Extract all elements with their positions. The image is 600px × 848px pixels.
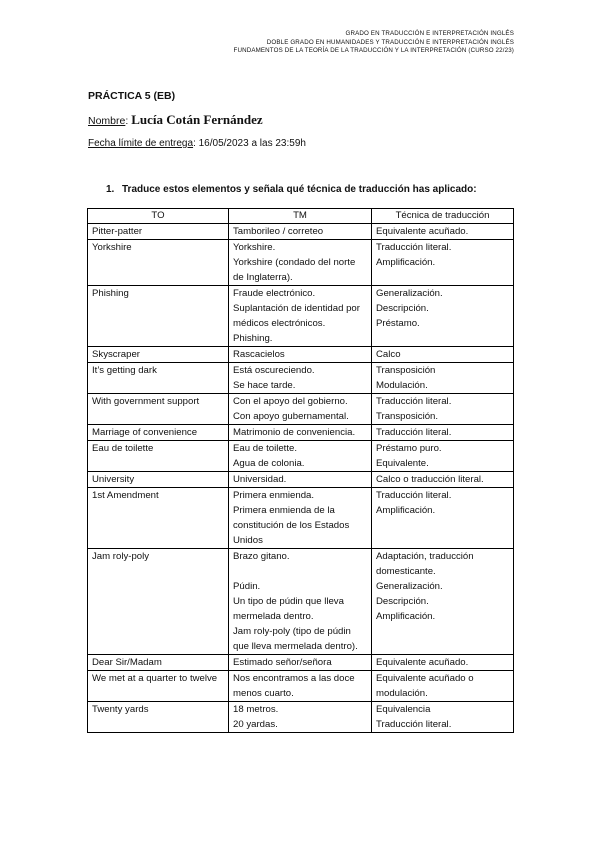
- deadline-label: Fecha límite de entrega: [88, 138, 194, 149]
- target-translation-cell: Rascacielos: [229, 347, 372, 363]
- source-term-cell: We met at a quarter to twelve: [88, 671, 229, 702]
- source-term-cell: Yorkshire: [88, 240, 229, 286]
- technique-cell: Traducción literal. Transposición.: [372, 394, 514, 425]
- target-translation-cell: Brazo gitano. Púdin. Un tipo de púdin que lleva mermelada dentro. Jam roly-poly (tipo de púdin que lleva mermelada dentro).: [229, 549, 372, 655]
- target-translation-cell: Universidad.: [229, 472, 372, 488]
- header-line-course: FUNDAMENTOS DE LA TEORÍA DE LA TRADUCCIÓN Y LA INTERPRETACIÓN (CURSO 22/23): [233, 47, 514, 55]
- table-row: [88, 394, 514, 425]
- technique-cell: Traducción literal. Amplificación.: [372, 488, 514, 549]
- document-header: [234, 30, 514, 56]
- target-translation-cell: Tamborileo / correteo: [229, 224, 372, 240]
- source-term-cell: With government support: [88, 394, 229, 425]
- deadline-value: 16/05/2023 a las 23:59h: [198, 138, 306, 149]
- target-translation-cell: Nos encontramos a las doce menos cuarto.: [229, 671, 372, 702]
- target-translation-cell: 18 metros. 20 yardas.: [229, 702, 372, 733]
- source-term-cell: Phishing: [88, 286, 229, 347]
- source-term-cell: Jam roly-poly: [88, 549, 229, 655]
- technique-cell: Equivalente acuñado.: [372, 224, 514, 240]
- source-term-cell: University: [88, 472, 229, 488]
- technique-cell: Traducción literal. Amplificación.: [372, 240, 514, 286]
- source-term-cell: Twenty yards: [88, 702, 229, 733]
- source-term-cell: Dear Sir/Madam: [88, 655, 229, 671]
- deadline-separator: :: [193, 138, 199, 149]
- table-row: [88, 240, 514, 286]
- technique-cell: Equivalente acuñado o modulación.: [372, 671, 514, 702]
- technique-cell: Generalización. Descripción. Préstamo.: [372, 286, 514, 347]
- target-translation-cell: Yorkshire. Yorkshire (condado del norte de Inglaterra).: [229, 240, 372, 286]
- source-term-cell: Marriage of convenience: [88, 425, 229, 441]
- technique-cell: Calco o traducción literal.: [372, 472, 514, 488]
- source-term-cell: Eau de toilette: [88, 441, 229, 472]
- table-row: [88, 425, 514, 441]
- table-row: [88, 347, 514, 363]
- header-tm: TM: [229, 209, 372, 224]
- table-row: [88, 671, 514, 702]
- table-row: [88, 702, 514, 733]
- deadline-row: [88, 138, 306, 149]
- header-line-double-degree: DOBLE GRADO EN HUMANIDADES Y TRADUCCIÓN E INTERPRETACIÓN INGLÉS: [266, 38, 514, 46]
- question-1: [106, 184, 477, 195]
- technique-cell: Calco: [372, 347, 514, 363]
- technique-cell: Préstamo puro. Equivalente.: [372, 441, 514, 472]
- table-row: [88, 224, 514, 240]
- question-number: 1.: [106, 184, 115, 195]
- target-translation-cell: Matrimonio de conveniencia.: [229, 425, 372, 441]
- header-technique: Técnica de traducción: [372, 209, 514, 224]
- target-translation-cell: Fraude electrónico. Suplantación de identidad por médicos electrónicos. Phishing.: [229, 286, 372, 347]
- table-row: [88, 472, 514, 488]
- target-translation-cell: Eau de toilette. Agua de colonia.: [229, 441, 372, 472]
- table-row: [88, 549, 514, 655]
- technique-cell: Equivalente acuñado.: [372, 655, 514, 671]
- source-term-cell: Pitter-patter: [88, 224, 229, 240]
- table-row: [88, 488, 514, 549]
- student-name-row: [88, 112, 263, 128]
- table-header-row: [88, 209, 514, 224]
- technique-cell: Adaptación, traducción domesticante. Generalización. Descripción. Amplificación.: [372, 549, 514, 655]
- target-translation-cell: Primera enmienda. Primera enmienda de la constitución de los Estados Unidos: [229, 488, 372, 549]
- table-row: [88, 286, 514, 347]
- target-translation-cell: Estimado señor/señora: [229, 655, 372, 671]
- table-row: [88, 655, 514, 671]
- technique-cell: Equivalencia Traducción literal.: [372, 702, 514, 733]
- page-title: PRÁCTICA 5 (EB): [88, 90, 176, 102]
- question-text: Traduce estos elementos y señala qué técnica de traducción has aplicado:: [122, 184, 477, 195]
- source-term-cell: 1st Amendment: [88, 488, 229, 549]
- target-translation-cell: Con el apoyo del gobierno. Con apoyo gubernamental.: [229, 394, 372, 425]
- source-term-cell: Skyscraper: [88, 347, 229, 363]
- technique-cell: Traducción literal.: [372, 425, 514, 441]
- header-line-degree: GRADO EN TRADUCCIÓN E INTERPRETACIÓN INGLÉS: [345, 30, 514, 37]
- target-translation-cell: Está oscureciendo. Se hace tarde.: [229, 363, 372, 394]
- table-row: [88, 441, 514, 472]
- name-label: Nombre: [88, 115, 126, 127]
- name-separator: :: [125, 115, 132, 127]
- table-body: [88, 224, 514, 733]
- student-name: Lucía Cotán Fernández: [131, 112, 263, 127]
- table-row: [88, 363, 514, 394]
- translation-table: [87, 208, 514, 733]
- source-term-cell: It’s getting dark: [88, 363, 229, 394]
- technique-cell: Transposición Modulación.: [372, 363, 514, 394]
- header-to: TO: [88, 209, 229, 224]
